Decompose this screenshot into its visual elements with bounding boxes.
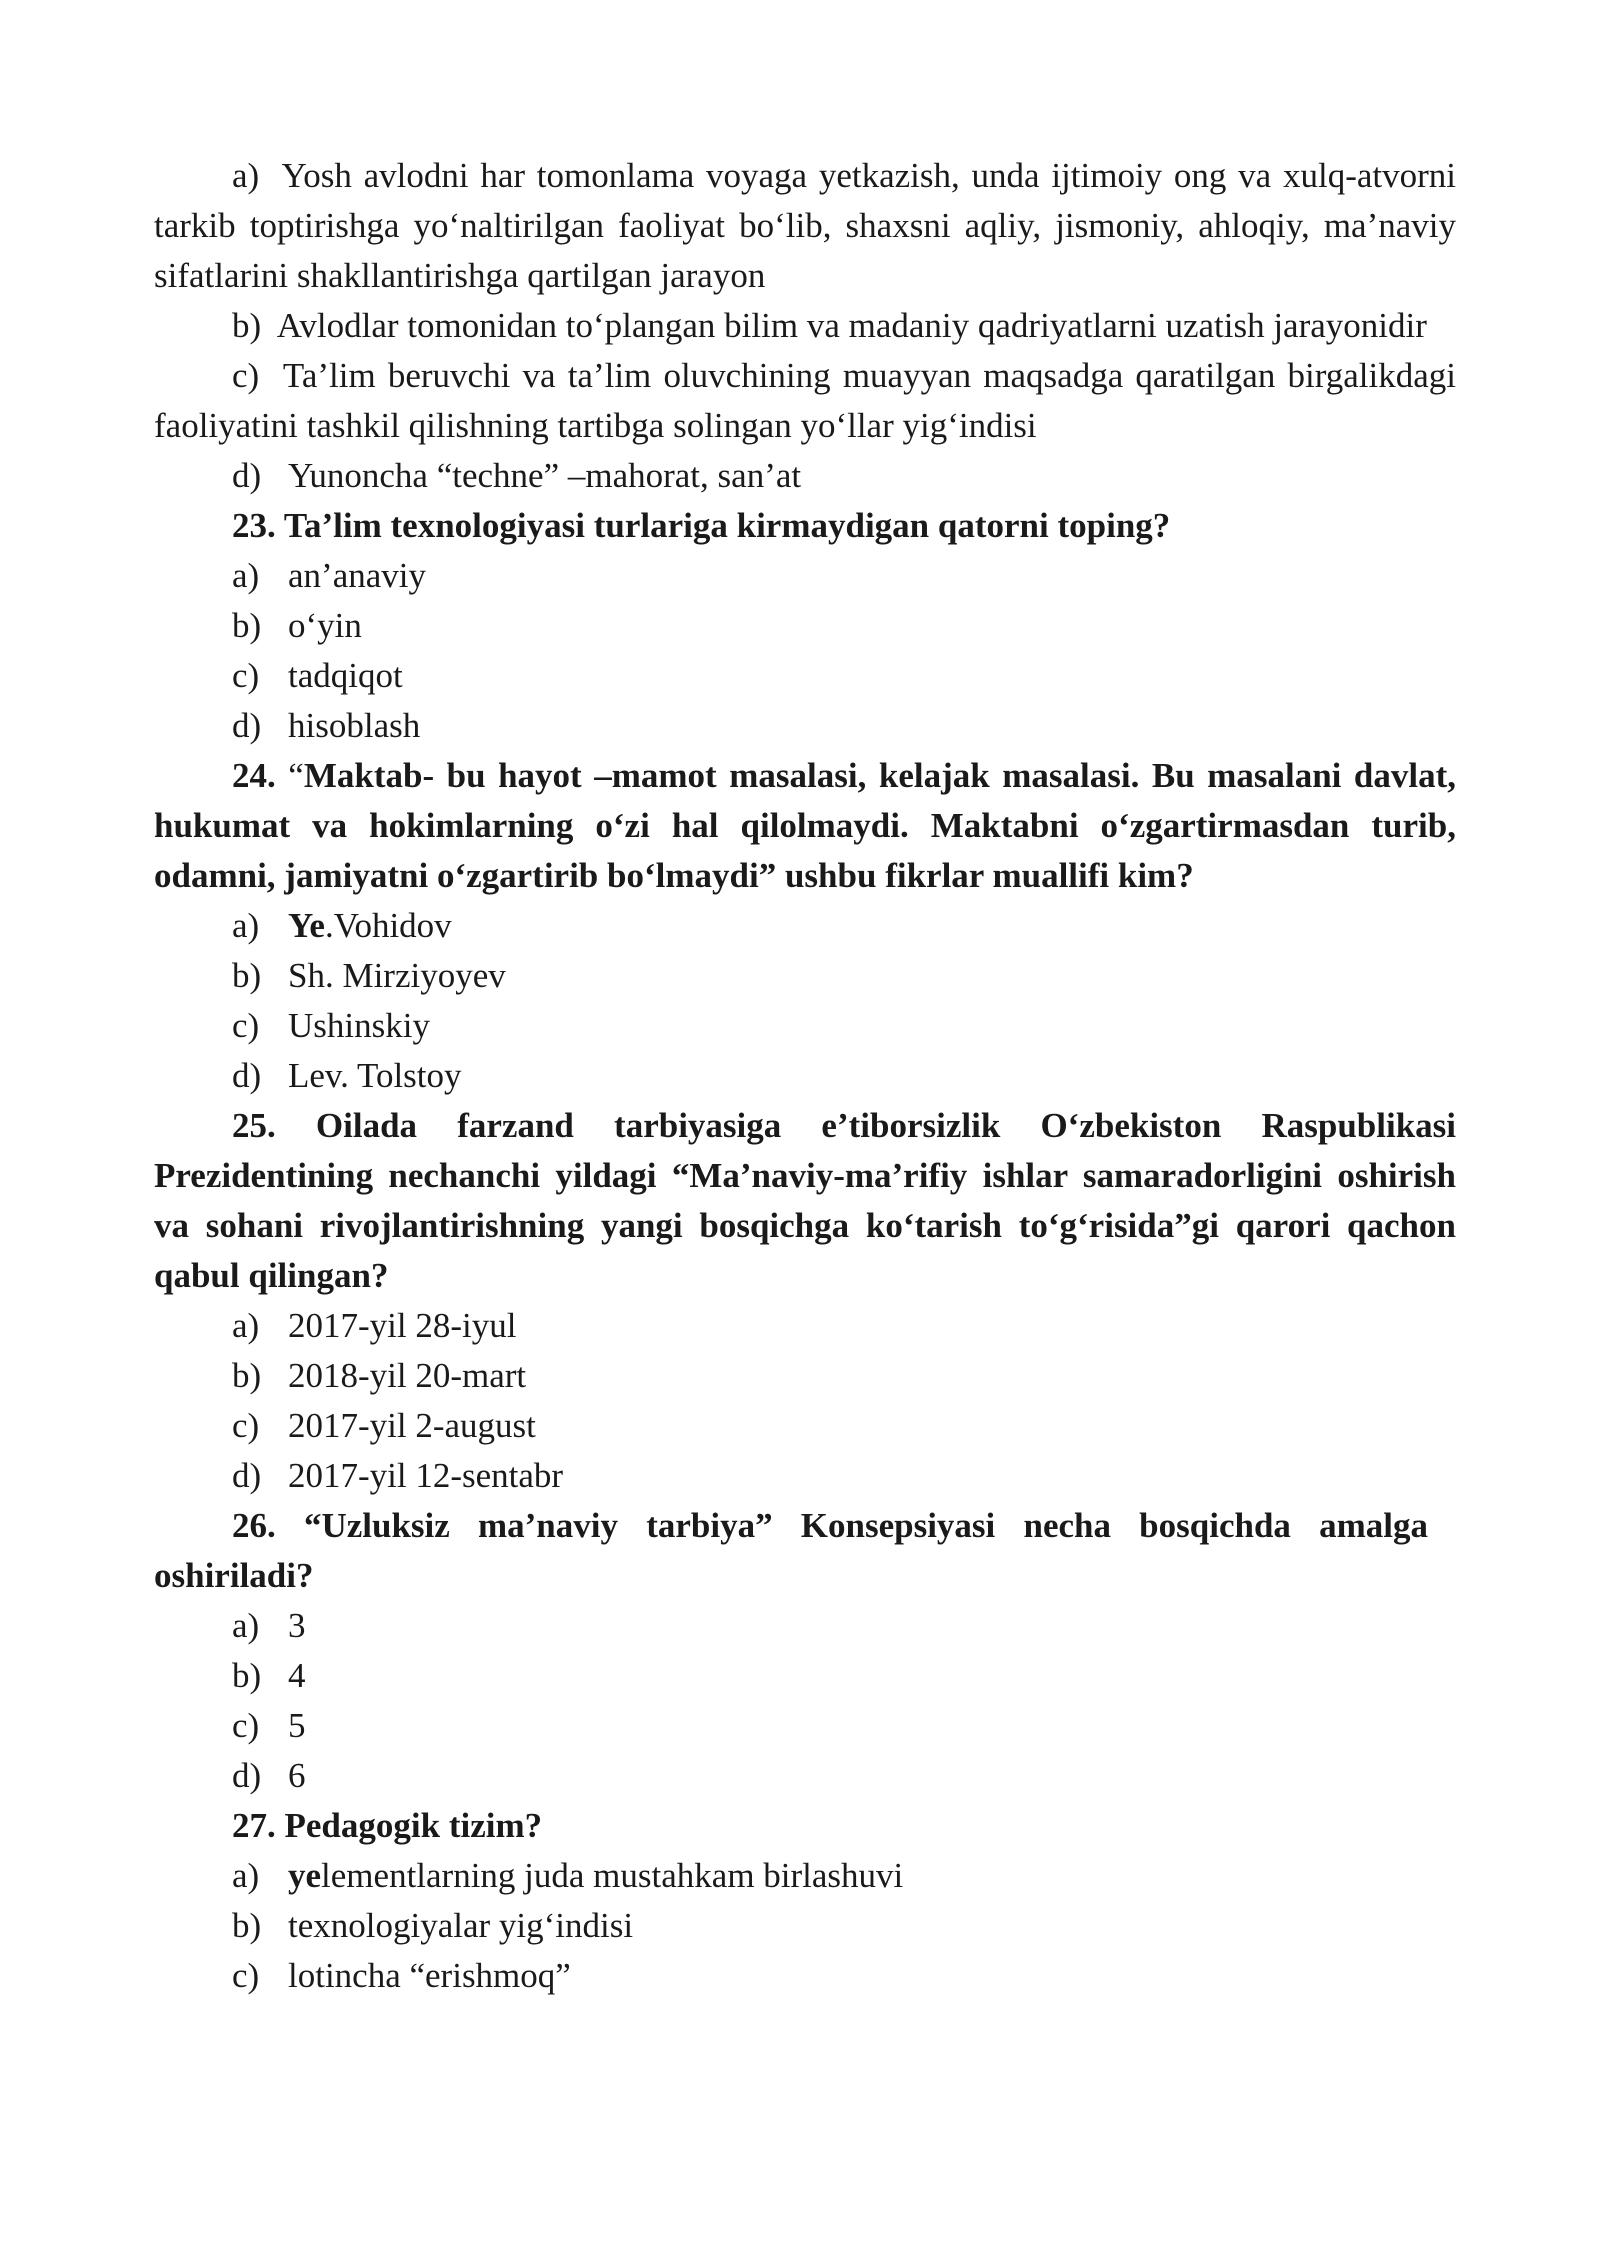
option-text: Lev. Tolstoy <box>288 1056 462 1095</box>
option-letter: b) <box>232 956 262 995</box>
option-text: 2017-yil 2-august <box>288 1406 536 1445</box>
option-text: Avlodlar tomonidan to‘plangan bilim va madaniy qadriyatlarni uzatish jarayonidir <box>276 306 1427 345</box>
q23-option-c <box>154 651 1456 701</box>
option-text: hisoblash <box>288 706 421 745</box>
q25-option-c <box>154 1401 1456 1451</box>
q26-option-a <box>154 1601 1456 1651</box>
question-26 <box>154 1501 1456 1601</box>
option-letter: a) <box>232 1606 260 1645</box>
question-text: Maktab- bu hayot –mamot masalasi, kelajak masalasi. Bu masalani davlat, hukumat va hokimlarning o‘zi hal qilolmaydi. Maktabni o‘zgartirmasdan turib, odamni, jamiyatni o‘zgartirib bo‘lmaydi” ushbu fikrlar muallifi kim? <box>154 756 1457 895</box>
intro-option-a <box>154 151 1456 301</box>
option-letter: d) <box>232 1756 262 1795</box>
option-text: 5 <box>288 1706 306 1745</box>
intro-option-b <box>154 301 1456 351</box>
question-number: 26. <box>232 1506 276 1545</box>
option-text-bold: Ye <box>288 906 325 945</box>
option-letter: a) <box>232 906 260 945</box>
q26-option-d <box>154 1751 1456 1801</box>
option-text: Ushinskiy <box>288 1006 430 1045</box>
question-25 <box>154 1101 1456 1301</box>
document-page <box>154 151 1456 2001</box>
option-text: 2017-yil 12-sentabr <box>288 1456 564 1495</box>
option-letter: a) <box>232 1306 260 1345</box>
q25-option-d <box>154 1451 1456 1501</box>
option-text: Yunoncha “techne” –mahorat, san’at <box>288 456 802 495</box>
option-letter: a) <box>232 1856 260 1895</box>
option-text: 3 <box>288 1606 306 1645</box>
q24-option-a <box>154 901 1456 951</box>
q24-option-c <box>154 1001 1456 1051</box>
q27-option-c <box>154 1951 1456 2001</box>
option-letter: a) <box>232 556 260 595</box>
option-letter: d) <box>232 1056 262 1095</box>
option-text: an’anaviy <box>288 556 426 595</box>
option-text: 6 <box>288 1756 306 1795</box>
option-text: lotincha “erishmoq” <box>288 1956 571 1995</box>
question-number: 24. <box>232 756 276 795</box>
option-text: o‘yin <box>288 606 362 645</box>
option-letter: d) <box>232 706 262 745</box>
option-text: Sh. Mirziyoyev <box>288 956 506 995</box>
option-letter: d) <box>232 1456 262 1495</box>
option-text: 4 <box>288 1656 306 1695</box>
option-letter: b) <box>232 1356 262 1395</box>
q24-option-d <box>154 1051 1456 1101</box>
q23-option-b <box>154 601 1456 651</box>
question-text: Ta’lim texnologiyasi turlariga kirmaydigan qatorni toping? <box>283 506 1171 545</box>
question-24 <box>154 751 1456 901</box>
q27-option-a <box>154 1851 1456 1901</box>
option-text: texnologiyalar yig‘indisi <box>288 1906 634 1945</box>
option-text: .Vohidov <box>324 906 452 945</box>
option-letter: c) <box>232 656 260 695</box>
option-letter: b) <box>232 606 262 645</box>
question-number: 23. <box>232 506 276 545</box>
option-text: tadqiqot <box>288 656 403 695</box>
option-letter: c) <box>232 1956 260 1995</box>
intro-option-c <box>154 351 1456 451</box>
option-letter: c) <box>232 356 260 395</box>
option-text: Ta’lim beruvchi va ta’lim oluvchining muayyan maqsadga qaratilgan birgalikdagi faoliyatini tashkil qilishning tartibga solingan yo‘llar yig‘indisi <box>154 356 1456 445</box>
question-23 <box>154 501 1456 551</box>
q25-option-a <box>154 1301 1456 1351</box>
q24-option-b <box>154 951 1456 1001</box>
option-letter: b) <box>232 1656 262 1695</box>
question-text: Oilada farzand tarbiyasiga e’tiborsizlik O‘zbekiston Raspublikasi Prezidentining nechanchi yildagi “Ma’naviy-ma’rifiy ishlar samaradorligini oshirish va sohani rivojlantirishning yangi bosqichga ko‘tarish to‘g‘risida”gi qarori qachon qabul qilingan? <box>154 1106 1457 1295</box>
option-letter: d) <box>232 456 262 495</box>
option-letter: b) <box>232 1906 262 1945</box>
question-number: 27. <box>232 1806 276 1845</box>
q23-option-a <box>154 551 1456 601</box>
q25-option-b <box>154 1351 1456 1401</box>
option-letter: c) <box>232 1006 260 1045</box>
option-letter: c) <box>232 1406 260 1445</box>
option-text: Yosh avlodni har tomonlama voyaga yetkazish, unda ijtimoiy ong va xulq-atvorni tarkib toptirishga yo‘naltirilgan faoliyat bo‘lib, shaxsni aqliy, jismoniy, ahloqiy, ma’naviy sifatlarini shakllantirishga qartilgan jarayon <box>154 156 1456 295</box>
intro-option-d <box>154 451 1456 501</box>
option-text: 2017-yil 28-iyul <box>288 1306 517 1345</box>
option-text-bold: ye <box>288 1856 322 1895</box>
q26-option-c <box>154 1701 1456 1751</box>
option-text: lementlarning juda mustahkam birlashuvi <box>321 1856 904 1895</box>
option-letter: b) <box>232 306 262 345</box>
q26-option-b <box>154 1651 1456 1701</box>
option-text: 2018-yil 20-mart <box>288 1356 527 1395</box>
question-number: 25. <box>232 1106 276 1145</box>
quote-mark: “ <box>288 756 304 795</box>
option-letter: c) <box>232 1706 260 1745</box>
question-text: “Uzluksiz ma’naviy tarbiya” Konsepsiyasi necha bosqichda amalga oshiriladi? <box>154 1506 1429 1595</box>
q23-option-d <box>154 701 1456 751</box>
option-letter: a) <box>232 156 260 195</box>
question-text: Pedagogik tizim? <box>284 1806 543 1845</box>
question-27 <box>154 1801 1456 1851</box>
q27-option-b <box>154 1901 1456 1951</box>
